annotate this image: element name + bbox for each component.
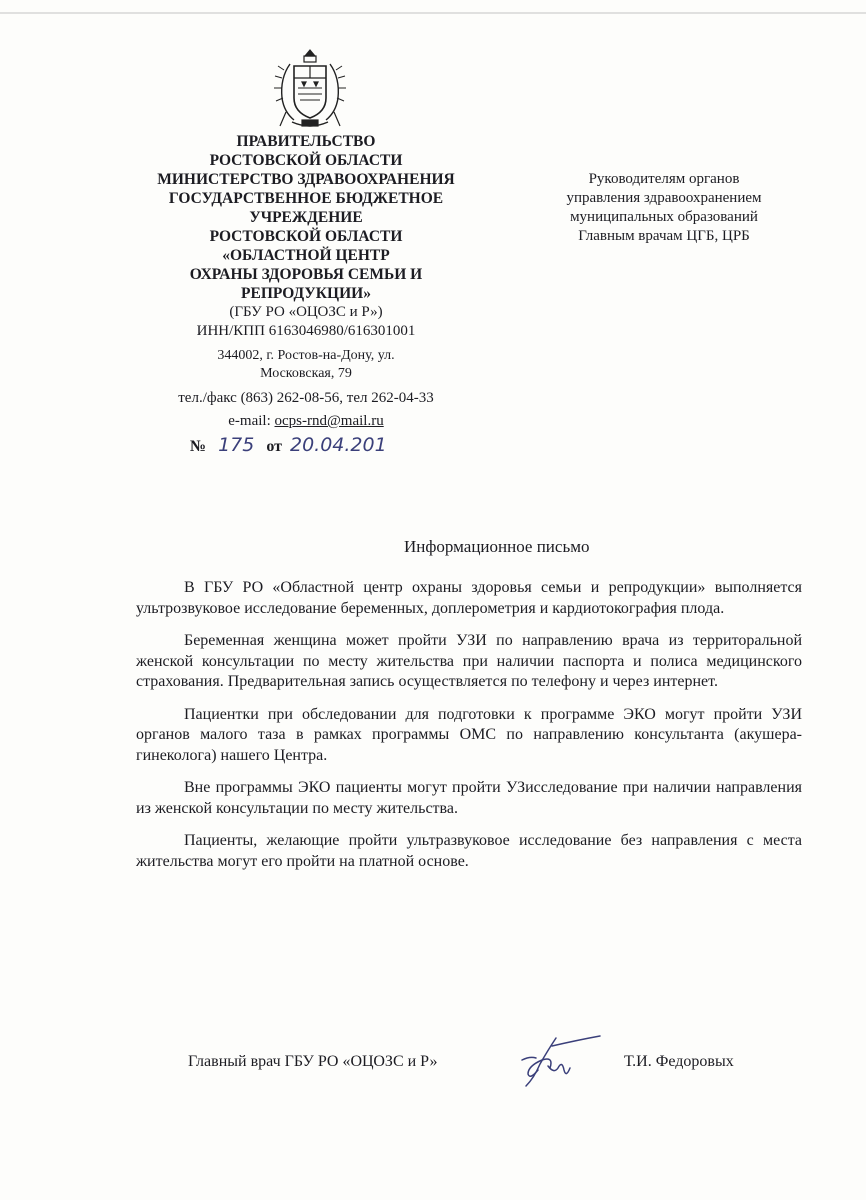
letter-body	[136, 578, 802, 884]
email-link[interactable]: ocps-rnd@mail.ru	[274, 413, 384, 429]
email-line	[128, 412, 484, 431]
organization-header	[128, 132, 484, 431]
registration-date: 20.04.201	[290, 434, 387, 456]
inn-kpp: ИНН/КПП 6163046980/616301001	[196, 323, 416, 339]
header-line: ГОСУДАРСТВЕННОЕ БЮДЖЕТНОЕ	[168, 190, 444, 207]
address-line-2: Московская, 79	[260, 366, 352, 381]
phone-line: тел./факс (863) 262-08-56, тел 262-04-33	[178, 390, 434, 406]
recipients-block	[548, 170, 780, 246]
email-label: e-mail:	[228, 413, 271, 429]
body-paragraph: Беременная женщина может пройти УЗИ по направлению врача из территоральной женской консультации по месту жительства при наличии паспорта и полиса медицинского страхования. Предварительная запись осуществляется по телефону и через интернет.	[136, 632, 802, 690]
header-line: «ОБЛАСТНОЙ ЦЕНТР	[222, 247, 390, 264]
recipient-line: Главным врачам ЦГБ, ЦРБ	[578, 228, 750, 244]
document-title: Информационное письмо	[404, 537, 590, 556]
body-paragraph: Пациенты, желающие пройти ультразвуковое исследование без направления с места жительства могут его пройти на платной основе.	[136, 832, 802, 870]
rostov-coat-of-arms-icon	[272, 48, 348, 132]
handwritten-signature-icon	[508, 1030, 604, 1092]
scan-edge-line	[0, 12, 866, 14]
date-from-label: от	[266, 438, 282, 455]
header-line: УЧРЕЖДЕНИЕ	[249, 209, 363, 226]
org-abbreviation: (ГБУ РО «ОЦОЗС и Р»)	[229, 304, 383, 320]
signatory-role: Главный врач ГБУ РО «ОЦОЗС и Р»	[188, 1053, 438, 1070]
header-line: РОСТОВСКОЙ ОБЛАСТИ	[209, 152, 403, 169]
address-line-1: 344002, г. Ростов-на-Дону, ул.	[217, 348, 395, 363]
registration-line	[190, 434, 490, 456]
header-line: ПРАВИТЕЛЬСТВО	[236, 133, 376, 150]
recipient-line: Руководителям органов	[588, 171, 740, 187]
number-sign: №	[190, 438, 207, 455]
recipient-line: управления здравоохранением	[566, 190, 762, 206]
body-paragraph: Пациентки при обследовании для подготовки к программе ЭКО могут пройти УЗИ органов малого таза в рамках программы ОМС по направлению консультанта (акушера-гинеколога) нашего Центра.	[136, 705, 802, 764]
header-line: РОСТОВСКОЙ ОБЛАСТИ	[209, 228, 403, 245]
body-paragraph: Вне программы ЭКО пациенты могут пройти УЗисследование при наличии направления из женской консультации по месту жительства.	[136, 779, 802, 817]
header-line: РЕПРОДУКЦИИ»	[241, 285, 371, 302]
body-paragraph: В ГБУ РО «Областной центр охраны здоровья семьи и репродукции» выполняется ультрозвуковое исследование беременных, доплерометрия и кардиотокография плода.	[136, 579, 802, 617]
registration-number: 175	[218, 434, 255, 456]
recipient-line: муниципальных образований	[570, 209, 758, 225]
header-line: ОХРАНЫ ЗДОРОВЬЯ СЕМЬИ И	[189, 266, 423, 283]
signatory-name: Т.И. Федоровых	[624, 1053, 734, 1070]
header-line: МИНИСТЕРСТВО ЗДРАВООХРАНЕНИЯ	[157, 171, 455, 188]
